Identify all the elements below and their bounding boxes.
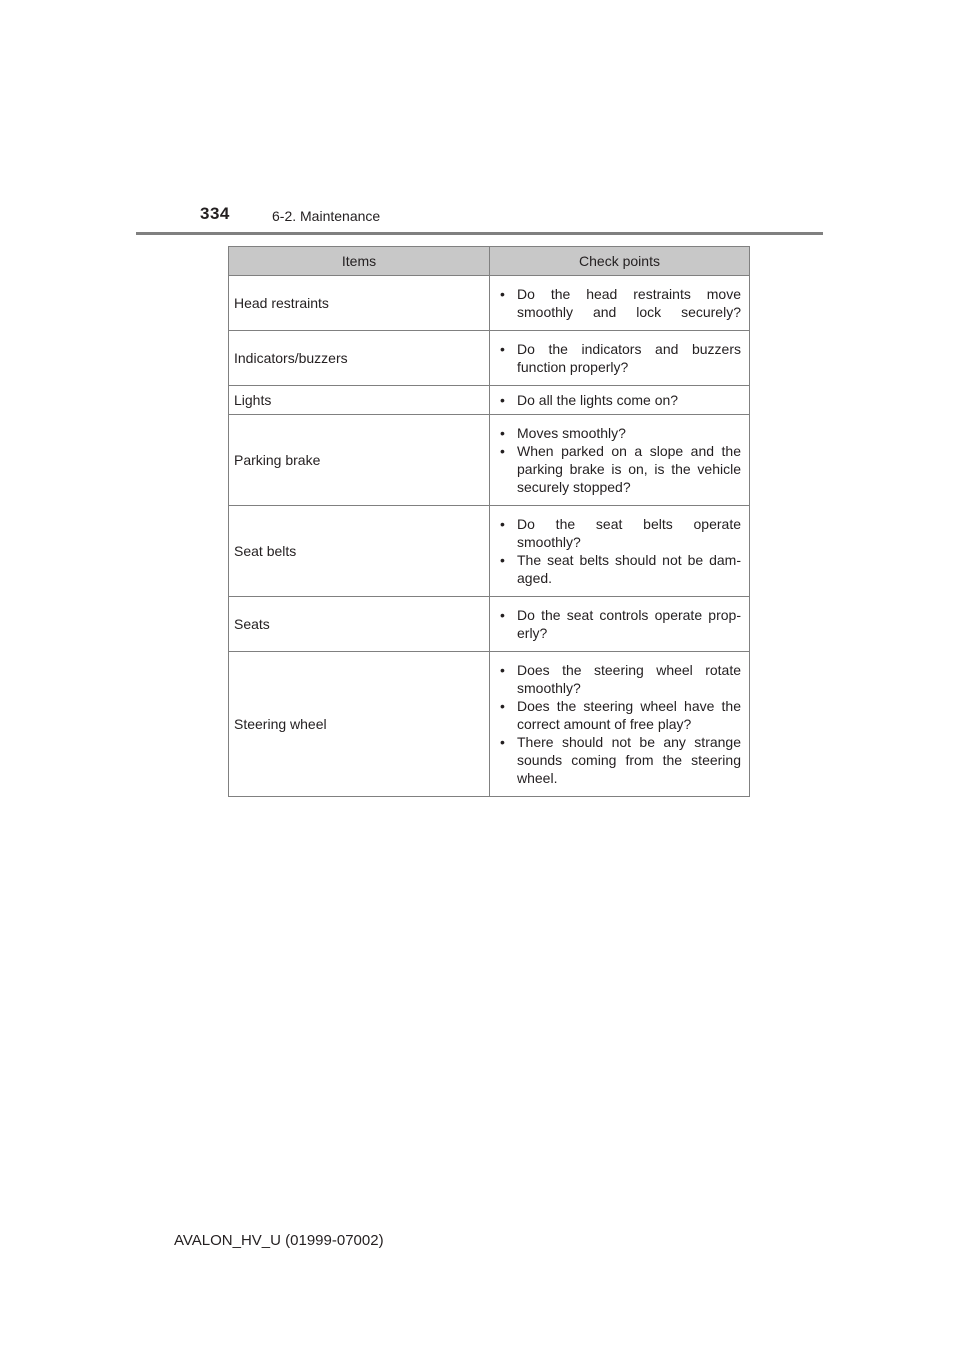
item-cell: Seats [229,597,490,652]
item-cell: Steering wheel [229,652,490,797]
check-point: • The seat belts should not be dam-aged. [498,551,741,587]
item-cell: Indicators/buzzers [229,331,490,386]
check-point: • Do the seat controls operate prop-erly? [498,606,741,642]
table-row [229,331,750,386]
check-point: • Moves smoothly? [498,424,741,442]
check-points-cell [490,415,750,506]
item-cell: Lights [229,386,490,415]
table-row [229,597,750,652]
item-cell: Parking brake [229,415,490,506]
table-row [229,415,750,506]
check-points-cell [490,597,750,652]
table-row [229,386,750,415]
item-cell: Head restraints [229,276,490,331]
table-row [229,506,750,597]
check-point: • When parked on a slope and the parking brake is on, is the vehicle securely stopped? [498,442,741,496]
item-cell: Seat belts [229,506,490,597]
header-rule [136,232,823,235]
table-header-row [229,247,750,276]
table-row [229,652,750,797]
check-point: • Does the steering wheel have the correct amount of free play? [498,697,741,733]
check-point: • Does the steering wheel rotate smoothly? [498,661,741,697]
check-points-cell [490,276,750,331]
document-code: AVALON_HV_U (01999-07002) [174,1232,384,1249]
check-point: • Do the indicators and buzzers function properly? [498,340,741,376]
section-title: 6-2. Maintenance [272,208,381,224]
column-header-items: Items [229,247,490,276]
check-points-cell [490,331,750,386]
check-point: • There should not be any strange sounds coming from the steering wheel. [498,733,741,787]
column-header-check-points: Check points [490,247,750,276]
check-points-table [228,246,750,797]
page-number: 334 [200,204,230,223]
check-point: • Do the head restraints move smoothly and lock securely? [498,285,741,321]
check-points-cell [490,386,750,415]
check-point: • Do the seat belts operate smoothly? [498,515,741,551]
check-points-cell [490,652,750,797]
check-point: • Do all the lights come on? [498,391,741,409]
check-points-cell [490,506,750,597]
table-row [229,276,750,331]
